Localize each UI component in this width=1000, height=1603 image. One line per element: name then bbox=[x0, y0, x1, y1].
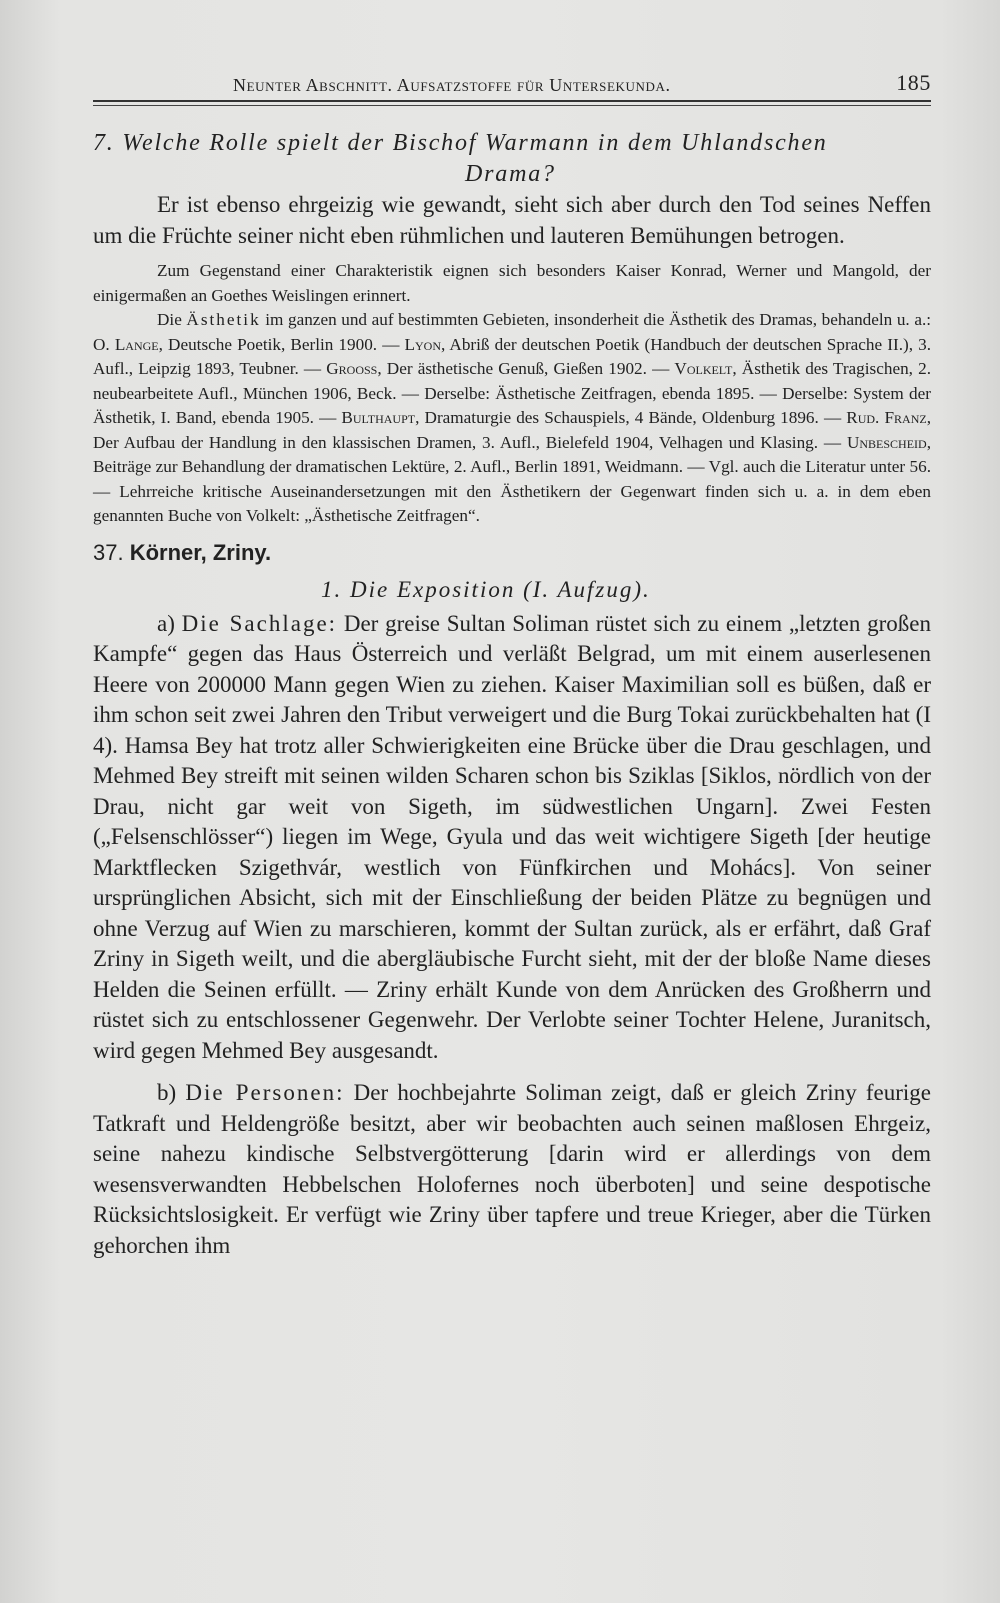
section-title: Körner, Zriny. bbox=[129, 539, 272, 565]
answer-paragraph: Er ist ebenso ehrgeizig wie gewandt, sieht sich aber durch den Tod seines Neffen um die Früchte seiner nicht eben rühmlichen und lauteren Bemühungen betrogen. bbox=[93, 192, 931, 248]
page-content bbox=[93, 62, 931, 1261]
lit-text-5: , Ästhetik des Tragischen, 2. neubearbeitete Aufl., München 1906, Beck. — Derselbe: Ästhetische Zeitfragen, ebenda 1895. — Derselbe: System der Ästhetik, I. Band, ebenda 1905. — bbox=[93, 359, 932, 427]
lit-text-8: , Beiträge zur Behandlung der dramatischen Lektüre, 2. Aufl., Berlin 1891, Weidmann. — Vgl. auch die Literatur unter 56. — Lehrreiche kritische Auseinandersetzungen mit den Ästhetikern der Gegenwart finden sich u. a. in dem eben genannten Buche von Volkelt: „Ästhetische Zeitfragen“. bbox=[93, 432, 931, 525]
note-characteristic: Zum Gegenstand einer Charakteristik eignen sich besonders Kaiser Konrad, Werner und Mangold, der einigermaßen an Goethes Weislingen erinnert. bbox=[93, 261, 931, 305]
question-line-1: 7. Welche Rolle spielt der Bischof Warmann in dem Uhlandschen bbox=[93, 130, 828, 156]
lit-text-1: im ganzen und auf bestimmten Gebieten, insonderheit die Ästhetik des Dramas, behandeln u. a.: O. bbox=[93, 310, 932, 354]
para-b-label: b) bbox=[157, 1080, 177, 1105]
author-franz: Rud. Franz bbox=[846, 408, 927, 427]
paragraph-personen bbox=[93, 1078, 931, 1261]
para-a-heading: Die Sachlage: bbox=[181, 610, 338, 636]
author-lyon: Lyon bbox=[404, 334, 441, 354]
lit-text-2: , Deutsche Poetik, Berlin 1900. — bbox=[158, 334, 400, 354]
lit-text-3: , Abriß der deutschen Poetik (Handbuch der deutschen Sprache II.), 3. Aufl., Leipzig 1893, Teubner. — bbox=[93, 334, 931, 378]
para-b-heading: Die Personen: bbox=[185, 1080, 345, 1105]
lit-aesthetik-spaced: Ästhetik bbox=[186, 310, 261, 329]
section-heading bbox=[93, 537, 931, 569]
para-a-text: Der greise Sultan Soliman rüstet sich zu einem „letzten großen Kampfe“ gegen das Haus Österreich und verläßt Belgrad, um mit einem auserlesenen Heere von 200000 Mann gegen Wien zu ziehen. Kaiser Maximilian soll es büßen, daß er ihm schon seit zwei Jahren den Tribut verweigert und die Burg Tokai zurückbehalten hat (I 4). Hamsa Bey hat trotz aller Schwierigkeiten eine Brücke über die Drau geschlagen, und Mehmed Bey streift mit seinen wilden Scharen schon bis Sziklas [Siklos, nördlich von der Drau, nicht gar weit von Sigeth, im südwestlichen Ungarn]. Zwei Festen („Felsenschlösser“) liegen im Wege, Gyula und das weit wichtigere Sigeth [der heutige Marktflecken Szigethvár, westlich von Fünfkirchen und Mohács]. Von seiner ursprünglichen Absicht, sich mit der Einschließung der beiden Plätze zu begnügen und ohne Verzug auf Wien zu marschieren, kommt der Sultan zurück, als er erfährt, daß Graf Zriny in Sigeth weilt, und die abergläubische Furcht sieht, mit der der bloße Name dieses Helden die Seinen erfüllt. — Zriny erhält Kunde von dem Anrücken des Großherrn und rüstet sich zu entschlossener Gegenwehr. Der Verlobte seiner Tochter Helene, Juranitsch, wird gegen Mehmed Bey ausgesandt. bbox=[93, 610, 932, 1063]
lit-text-4: , Der ästhetische Genuß, Gießen 1902. — bbox=[377, 359, 670, 378]
page-number: 185 bbox=[896, 70, 931, 95]
question-line-2: Drama? bbox=[465, 161, 556, 187]
para-b-text: Der hochbejahrte Soliman zeigt, daß er gleich Zriny feurige Tatkraft und Heldengröße besitzt, aber wir beobachten auch seinen maßlosen Ehrgeiz, seine nahezu kindische Selbstvergötterung [darin wird er allerdings von dem wesensverwandten Hebbelschen Holofernes noch überboten] und seine despotische Rücksichtslosigkeit. Er verfügt wie Zriny über tapfere und treue Krieger, aber die Türken gehorchen ihm bbox=[93, 1080, 931, 1258]
header-rule-thick bbox=[93, 100, 931, 102]
literature-note bbox=[93, 308, 931, 529]
author-unbescheid: Unbescheid bbox=[846, 432, 927, 452]
running-header bbox=[93, 62, 931, 96]
paragraph-sachlage bbox=[93, 609, 931, 1067]
running-title: Neunter Abschnitt. Aufsatzstoffe für Untersekunda. bbox=[233, 75, 671, 95]
author-volkelt: Volkelt bbox=[674, 359, 733, 378]
question-heading bbox=[93, 128, 931, 190]
header-rule-thin bbox=[93, 105, 931, 106]
section-number: 37. bbox=[93, 539, 124, 565]
author-lange: Lange bbox=[114, 334, 159, 354]
author-grooss: Grooss bbox=[326, 359, 378, 378]
lit-text-6: , Dramaturgie des Schauspiels, 4 Bände, Oldenburg 1896. — bbox=[415, 408, 842, 427]
lit-text-7: , Der Aufbau der Handlung in den klassischen Dramen, 3. Aufl., Bielefeld 1904, Velhagen und Klasing. — bbox=[93, 408, 932, 452]
lit-lead: Die bbox=[157, 310, 182, 329]
subheading-exposition: 1. Die Exposition (I. Aufzug). bbox=[321, 576, 651, 602]
author-bulthaupt: Bulthaupt bbox=[341, 408, 416, 427]
para-a-label: a) bbox=[157, 610, 175, 636]
